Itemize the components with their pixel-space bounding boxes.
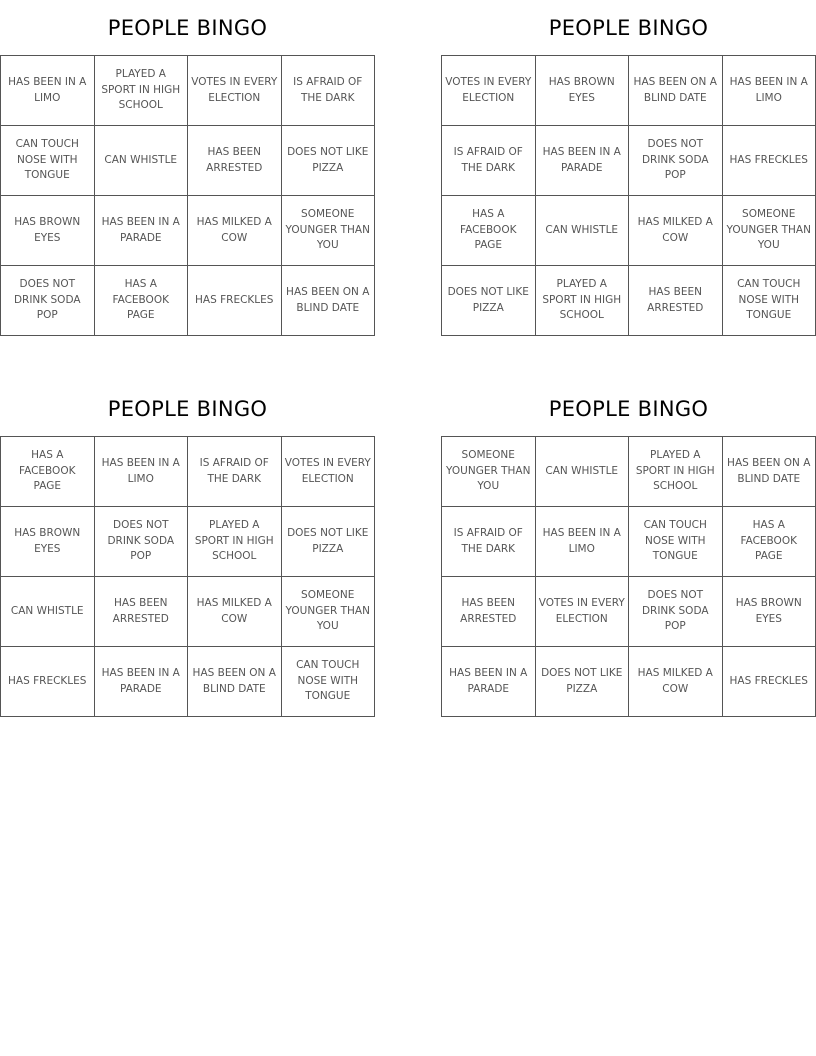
bingo-cell: IS AFRAID OF THE DARK bbox=[442, 507, 536, 577]
bingo-cell: SOMEONE YOUNGER THAN YOU bbox=[282, 196, 376, 266]
bingo-cell: VOTES IN EVERY ELECTION bbox=[188, 56, 282, 126]
bingo-cell: HAS BEEN IN A PARADE bbox=[442, 647, 536, 717]
bingo-cell: IS AFRAID OF THE DARK bbox=[442, 126, 536, 196]
bingo-cell: HAS BEEN ARRESTED bbox=[442, 577, 536, 647]
bingo-grid bbox=[0, 436, 375, 717]
bingo-cell: CAN TOUCH NOSE WITH TONGUE bbox=[723, 266, 816, 336]
bingo-cell: HAS BEEN ARRESTED bbox=[629, 266, 723, 336]
bingo-cell: CAN TOUCH NOSE WITH TONGUE bbox=[282, 647, 376, 717]
bingo-cell: DOES NOT LIKE PIZZA bbox=[282, 126, 376, 196]
bingo-cell: PLAYED A SPORT IN HIGH SCHOOL bbox=[95, 56, 189, 126]
bingo-cell: CAN WHISTLE bbox=[95, 126, 189, 196]
bingo-cell: VOTES IN EVERY ELECTION bbox=[282, 437, 376, 507]
bingo-cell: DOES NOT DRINK SODA POP bbox=[1, 266, 95, 336]
bingo-cell: HAS BROWN EYES bbox=[1, 507, 95, 577]
bingo-cell: PLAYED A SPORT IN HIGH SCHOOL bbox=[629, 437, 723, 507]
bingo-cell: HAS BEEN IN A PARADE bbox=[95, 647, 189, 717]
bingo-cell: HAS A FACEBOOK PAGE bbox=[95, 266, 189, 336]
bingo-cell: IS AFRAID OF THE DARK bbox=[188, 437, 282, 507]
bingo-cell: PLAYED A SPORT IN HIGH SCHOOL bbox=[536, 266, 630, 336]
card-title: PEOPLE BINGO bbox=[548, 15, 709, 40]
bingo-cell: HAS A FACEBOOK PAGE bbox=[442, 196, 536, 266]
bingo-cell: HAS BROWN EYES bbox=[536, 56, 630, 126]
bingo-card-1 bbox=[0, 0, 375, 336]
bingo-card-2 bbox=[441, 0, 816, 336]
bingo-cell: HAS FRECKLES bbox=[1, 647, 95, 717]
bingo-cell: HAS FRECKLES bbox=[723, 126, 816, 196]
bingo-cell: HAS MILKED A COW bbox=[188, 577, 282, 647]
bingo-cell: HAS FRECKLES bbox=[188, 266, 282, 336]
bingo-cell: SOMEONE YOUNGER THAN YOU bbox=[442, 437, 536, 507]
bingo-cell: DOES NOT DRINK SODA POP bbox=[95, 507, 189, 577]
bingo-cell: PLAYED A SPORT IN HIGH SCHOOL bbox=[188, 507, 282, 577]
bingo-cell: HAS MILKED A COW bbox=[629, 647, 723, 717]
bingo-grid bbox=[441, 55, 816, 336]
bingo-cell: HAS A FACEBOOK PAGE bbox=[1, 437, 95, 507]
bingo-cell: HAS BEEN ARRESTED bbox=[188, 126, 282, 196]
bingo-cell: CAN TOUCH NOSE WITH TONGUE bbox=[629, 507, 723, 577]
bingo-card-4 bbox=[441, 381, 816, 717]
card-title: PEOPLE BINGO bbox=[107, 396, 268, 421]
bingo-cell: CAN TOUCH NOSE WITH TONGUE bbox=[1, 126, 95, 196]
bingo-cell: HAS BROWN EYES bbox=[1, 196, 95, 266]
bingo-cell: CAN WHISTLE bbox=[536, 437, 630, 507]
bingo-cell: DOES NOT LIKE PIZZA bbox=[442, 266, 536, 336]
bingo-cell: SOMEONE YOUNGER THAN YOU bbox=[723, 196, 816, 266]
bingo-cell: HAS BEEN ON A BLIND DATE bbox=[629, 56, 723, 126]
bingo-cell: HAS BEEN IN A LIMO bbox=[536, 507, 630, 577]
bingo-cell: HAS BEEN IN A LIMO bbox=[95, 437, 189, 507]
bingo-cell: DOES NOT DRINK SODA POP bbox=[629, 126, 723, 196]
bingo-cell: HAS FRECKLES bbox=[723, 647, 816, 717]
bingo-grid bbox=[0, 55, 375, 336]
bingo-card-3 bbox=[0, 381, 375, 717]
bingo-cell: IS AFRAID OF THE DARK bbox=[282, 56, 376, 126]
bingo-cell: DOES NOT DRINK SODA POP bbox=[629, 577, 723, 647]
bingo-cell: HAS BEEN IN A LIMO bbox=[1, 56, 95, 126]
bingo-cell: HAS BEEN IN A LIMO bbox=[723, 56, 816, 126]
bingo-cell: HAS BEEN ARRESTED bbox=[95, 577, 189, 647]
bingo-cell: HAS BEEN ON A BLIND DATE bbox=[723, 437, 816, 507]
bingo-cell: HAS A FACEBOOK PAGE bbox=[723, 507, 816, 577]
bingo-cell: HAS MILKED A COW bbox=[629, 196, 723, 266]
card-title: PEOPLE BINGO bbox=[548, 396, 709, 421]
card-title: PEOPLE BINGO bbox=[107, 15, 268, 40]
bingo-cell: HAS BROWN EYES bbox=[723, 577, 816, 647]
bingo-cell: DOES NOT LIKE PIZZA bbox=[282, 507, 376, 577]
bingo-cell: HAS BEEN ON A BLIND DATE bbox=[282, 266, 376, 336]
bingo-cell: VOTES IN EVERY ELECTION bbox=[442, 56, 536, 126]
bingo-grid bbox=[441, 436, 816, 717]
bingo-cell: CAN WHISTLE bbox=[536, 196, 630, 266]
bingo-cell: VOTES IN EVERY ELECTION bbox=[536, 577, 630, 647]
bingo-cell: HAS BEEN IN A PARADE bbox=[95, 196, 189, 266]
bingo-cell: SOMEONE YOUNGER THAN YOU bbox=[282, 577, 376, 647]
bingo-cell: HAS MILKED A COW bbox=[188, 196, 282, 266]
bingo-cell: HAS BEEN ON A BLIND DATE bbox=[188, 647, 282, 717]
bingo-cell: DOES NOT LIKE PIZZA bbox=[536, 647, 630, 717]
bingo-cell: HAS BEEN IN A PARADE bbox=[536, 126, 630, 196]
bingo-cell: CAN WHISTLE bbox=[1, 577, 95, 647]
